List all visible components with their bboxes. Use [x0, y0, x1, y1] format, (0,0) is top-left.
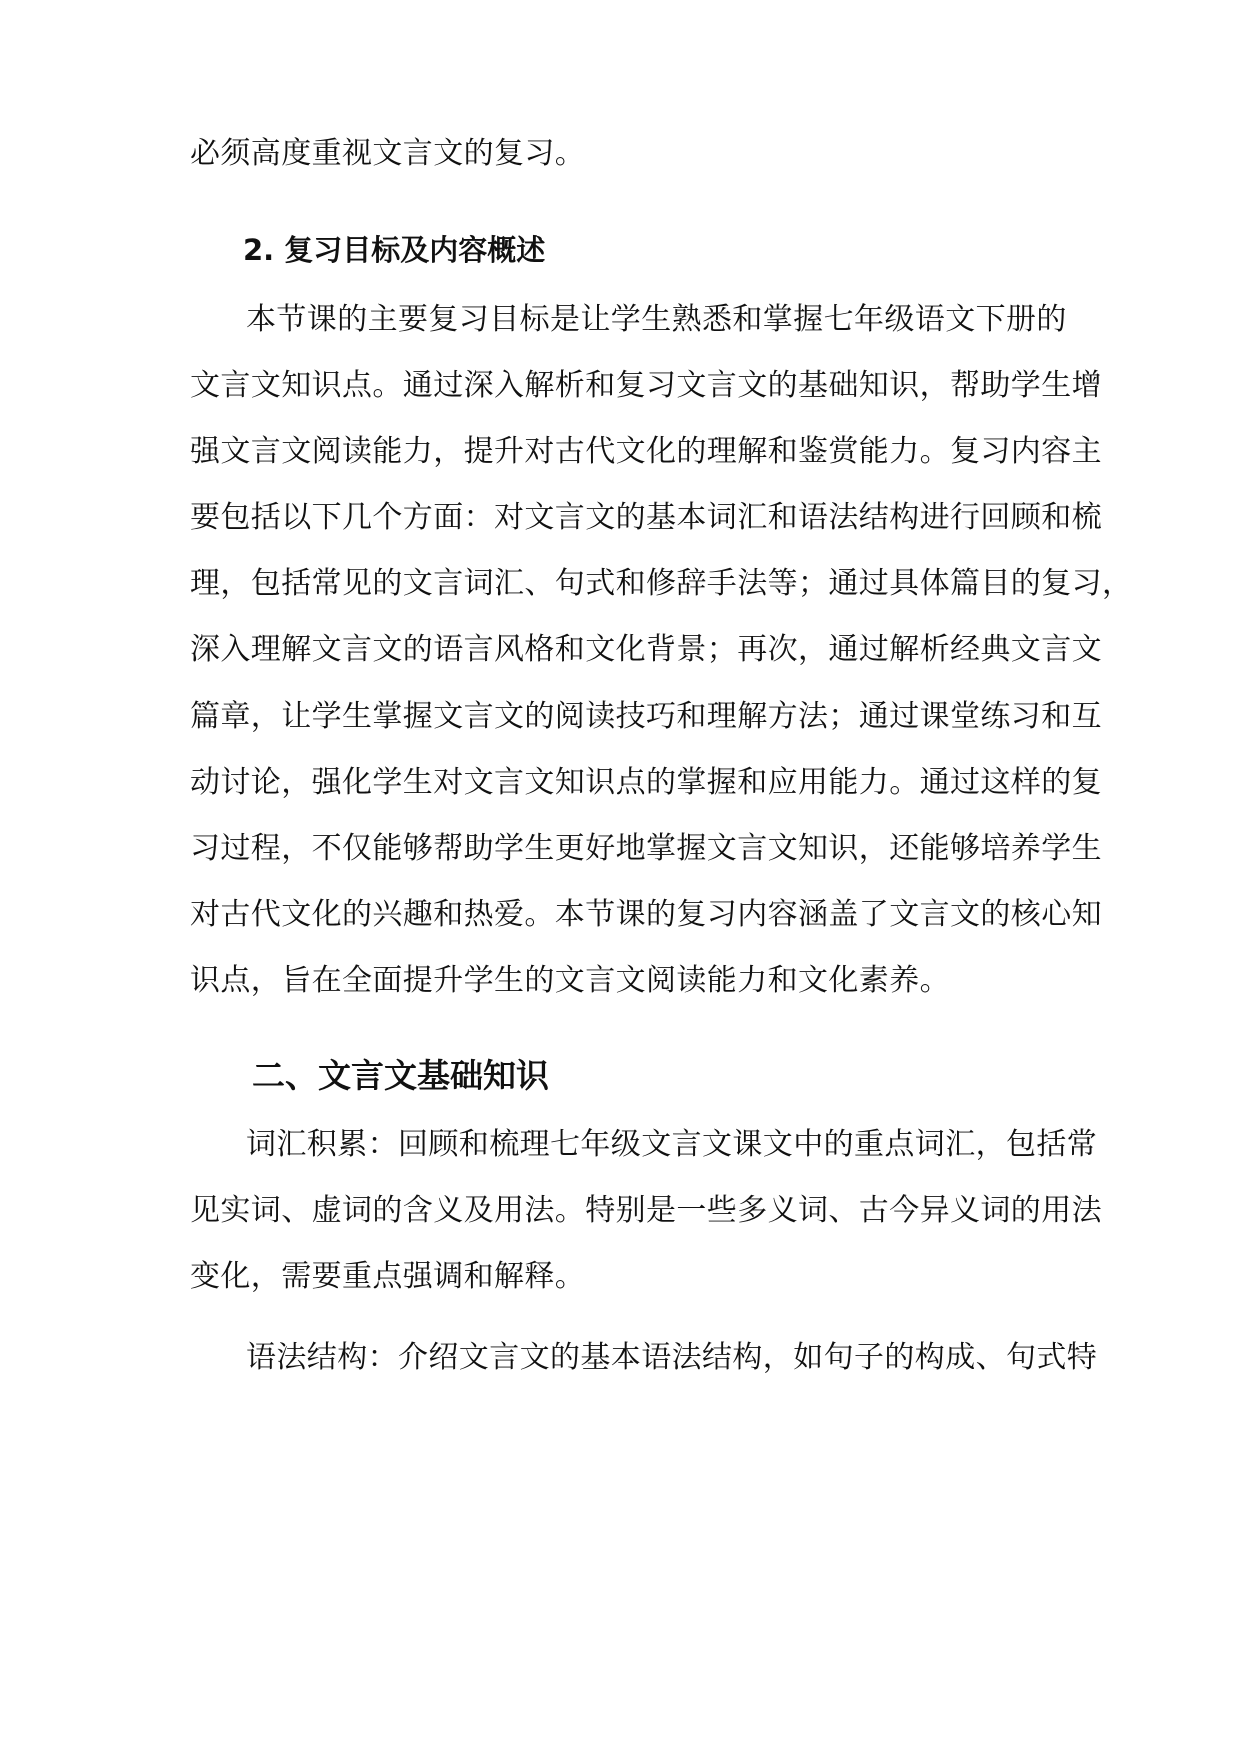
paragraph-line: 深入理解文言文的语言风格和文化背景；再次，通过解析经典文言文 [190, 632, 1102, 667]
paragraph-line: 习过程，不仅能够帮助学生更好地掌握文言文知识，还能够培养学生 [190, 831, 1102, 866]
paragraph-line: 文言文知识点。通过深入解析和复习文言文的基础知识，帮助学生增 [190, 368, 1102, 403]
paragraph-line: 篇章，让学生掌握文言文的阅读技巧和理解方法；通过课堂练习和互 [190, 699, 1102, 734]
paragraph-line: 强文言文阅读能力，提升对古代文化的理解和鉴赏能力。复习内容主 [190, 434, 1102, 469]
intro-paragraph-line: 必须高度重视文言文的复习。 [190, 136, 586, 171]
section-heading-classical-chinese-basics: 二、文言文基础知识 [252, 1056, 549, 1095]
paragraph-line: 识点，旨在全面提升学生的文言文阅读能力和文化素养。 [190, 963, 950, 998]
paragraph-line: 要包括以下几个方面：对文言文的基本词汇和语法结构进行回顾和梳 [190, 500, 1102, 535]
paragraph-line: 理，包括常见的文言词汇、句式和修辞手法等；通过具体篇目的复习， [190, 566, 1133, 601]
paragraph-line: 对古代文化的兴趣和热爱。本节课的复习内容涵盖了文言文的核心知 [190, 897, 1102, 932]
paragraph-line: 本节课的主要复习目标是让学生熟悉和掌握七年级语文下册的 [246, 302, 1067, 337]
vocab-paragraph-line: 词汇积累：回顾和梳理七年级文言文课文中的重点词汇，包括常 [246, 1127, 1098, 1162]
section-heading-review-goals: 2. 复习目标及内容概述 [243, 233, 546, 267]
vocab-paragraph-line: 变化，需要重点强调和解释。 [190, 1259, 586, 1294]
vocab-paragraph-line: 见实词、虚词的含义及用法。特别是一些多义词、古今异义词的用法 [190, 1193, 1102, 1228]
paragraph-line: 动讨论，强化学生对文言文知识点的掌握和应用能力。通过这样的复 [190, 765, 1102, 800]
grammar-paragraph-line: 语法结构：介绍文言文的基本语法结构，如句子的构成、句式特 [246, 1340, 1098, 1375]
